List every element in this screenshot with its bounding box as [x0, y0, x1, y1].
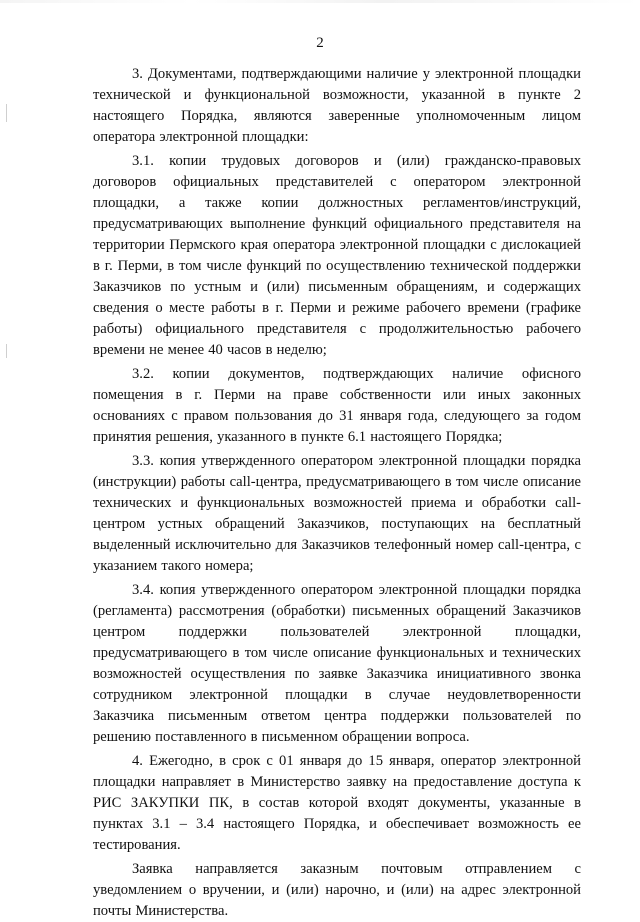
paragraph-application: Заявка направляется заказным почтовым отправлением с уведомлением о вручении, и (или) нарочно, и (или) на адрес электронной почты Министерства.: [93, 861, 581, 919]
scan-top-edge: [0, 0, 640, 3]
paragraph-3-1: 3.1. копии трудовых договоров и (или) гражданско-правовых договоров официальных представителей с оператором электронной площадки, а также копии должностных регламентов/инструкций, предусматривающих выполнение функций официального представителя на территории Пермского края оператора электронной площадки с дислокацией в г. Перми, в том числе функций по осуществлению технической поддержки Заказчиков по устным и (или) письменным обращениям, и содержащих сведения о месте работы в г. Перми и режиме рабочего времени (графике работы) официального представителя с продолжительностью рабочего времени не менее 40 часов в неделю;: [93, 153, 581, 358]
paragraph-3-3: 3.3. копия утвержденного оператором электронной площадки порядка (инструкции) работы call-центра, предусматривающего в том числе описание технических и функциональных возможностей приема и обработки call-центром устных обращений Заказчиков, поступающих на бесплатный выделенный исключительно для Заказчиков телефонный номер call-центра, с указанием такого номера;: [93, 453, 581, 574]
page-number: 2: [316, 35, 324, 51]
document-body: [93, 64, 581, 922]
paragraph-4: 4. Ежегодно, в срок с 01 января до 15 января, оператор электронной площадки направляет в Министерство заявку на предоставление доступа к РИС ЗАКУПКИ ПК, в состав которой входят документы, указанные в пунктах 3.1 – 3.4 настоящего Порядка, и обеспечивает возможность ее тестирования.: [93, 753, 581, 853]
scan-left-mark: [6, 344, 7, 358]
scan-left-mark: [6, 104, 7, 122]
paragraph-3: 3. Документами, подтверждающими наличие у электронной площадки технической и функциональной возможности, указанной в пункте 2 настоящего Порядка, являются заверенные уполномоченным лицом оператора электронной площадки:: [93, 66, 581, 145]
paragraph-3-4: 3.4. копия утвержденного оператором электронной площадки порядка (регламента) рассмотрения (обработки) письменных обращений Заказчиков центром поддержки пользователей электронной площадки, предусматривающего в том числе описание функциональных и технических возможностей осуществления по заявке Заказчика инициативного звонка сотрудником электронной площадки в случае неудовлетворенности Заказчика письменным ответом центра поддержки пользователей по решению поставленного в письменном обращении вопроса.: [93, 582, 581, 745]
paragraph-3-2: 3.2. копии документов, подтверждающих наличие офисного помещения в г. Перми на праве собственности или иных законных основаниях с правом пользования до 31 января года, следующего за годом принятия решения, указанного в пункте 6.1 настоящего Порядка;: [93, 366, 581, 445]
